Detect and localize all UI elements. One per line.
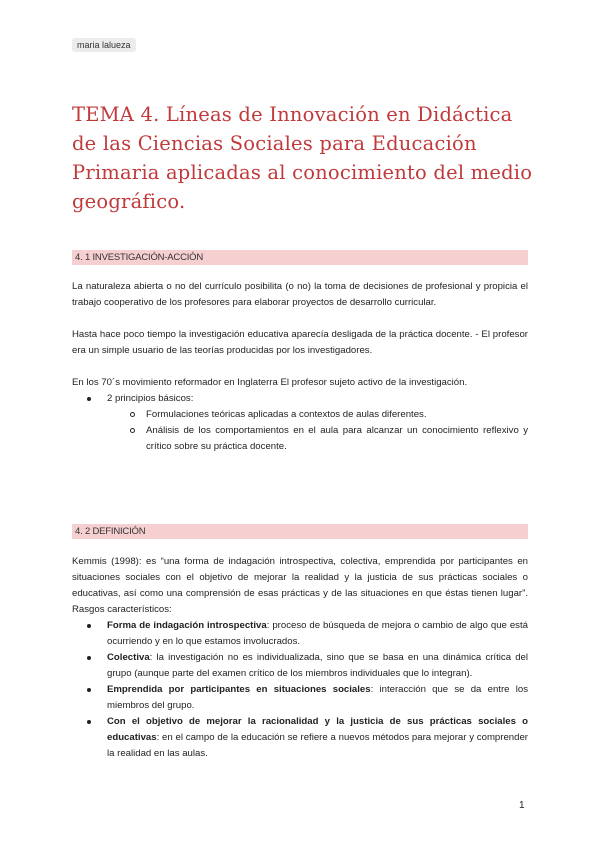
paragraph-movimiento-reformador: En los 70´s movimiento reformador en Inglaterra El profesor sujeto activo de la investigación. [72,377,468,388]
list-item [72,682,528,714]
item-text: : interacción que se da entre los miembros del grupo. [107,684,528,711]
list-item: 2 principios básicos: [72,391,528,407]
item-text: : proceso de búsqueda de mejora o cambio de algo que está ocurriendo y en lo que estamos involucrados. [107,620,528,647]
section-heading-investigacion-accion: 4. 1 INVESTIGACIÓN-ACCIÓN [72,250,528,265]
page-number: 1 [519,800,525,811]
characteristics-list [72,618,528,762]
item-term: Forma de indagación introspectiva [107,620,267,631]
paragraph-kemmis: Kemmis (1998): es “una forma de indagación introspectiva, colectiva, emprendida por participantes en situaciones sociales con el objetivo de mejorar la realidad y la justicia de sus prácticas sociales o educativas, así como una comprensión de esas prácticas y de las situaciones en que éstas tienen lugar”. Rasgos característicos: [72,556,528,615]
list-item: Formulaciones teóricas aplicadas a contextos de aulas diferentes. [72,407,528,423]
item-text: : la investigación no es individualizada, sino que se basa en una dinámica crítica del grupo (aunque parte del examen crítico de los miembros individuales que lo integran). [107,652,528,679]
page-title: TEMA 4. Líneas de Innovación en Didáctica de las Ciencias Sociales para Educación Primaria aplicadas al conocimiento del medio geográfico. [72,103,533,213]
list-item [72,714,528,762]
item-term: Colectiva [107,652,150,663]
list-item [72,650,528,682]
item-term: Emprendida por participantes en situaciones sociales [107,684,371,695]
item-text: : en el campo de la educación se refiere a nuevos métodos para mejorar y comprender la realidad en las aulas. [107,732,528,759]
list-item [72,618,528,650]
section-heading-definicion: 4. 2 DEFINICIÓN [72,524,528,539]
paragraph-curriculo: La naturaleza abierta o no del currículo posibilita (o no) la toma de decisiones de profesional y propicia el trabajo cooperativo de los profesores para elaborar proyectos de desarrollo curricular. [72,281,528,308]
item-term: Con el objetivo de mejorar la racionalidad y la justicia de sus prácticas sociales o educativas [107,716,528,743]
list-item: Análisis de los comportamientos en el aula para alcanzar un conocimiento reflexivo y crítico sobre su práctica docente. [72,423,528,455]
author-tag: maria lalueza [72,38,136,52]
principles-list [72,391,528,455]
paragraph-investigacion-educativa: Hasta hace poco tiempo la investigación educativa aparecía desligada de la práctica docente. - El profesor era un simple usuario de las teorías producidas por los investigadores. [72,329,528,356]
